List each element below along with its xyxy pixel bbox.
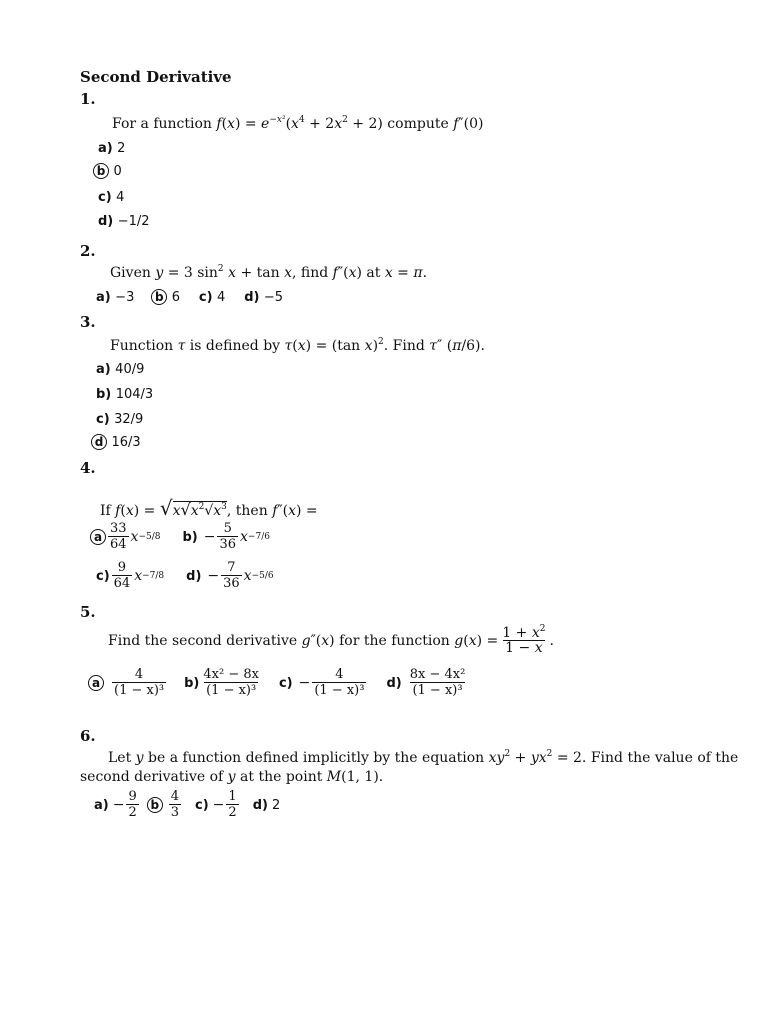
question-5-stem: Find the second derivative g″(x) for the function g(x) = $\frac{1 + x^2}{1 - x}$ .: [108, 624, 554, 656]
question-5-option-b[interactable]: b) $\frac{\text{4x² − 8x}}{\text{(1 − x)³}}$: [184, 667, 259, 698]
question-6-options: [94, 790, 280, 820]
question-6-stem-line-1: Let y be a function defined implicitly by the equation $xy^2 + yx^2 = 2$. Find the value of the: [108, 749, 739, 766]
page-title: Second Derivative: [80, 68, 232, 86]
question-4-options-row-2: [96, 561, 274, 591]
question-1-number: 1.: [80, 90, 96, 108]
question-6-option-d[interactable]: d) 2: [252, 797, 281, 813]
question-1-option-b[interactable]: b 0: [93, 163, 122, 179]
question-5-option-d[interactable]: d) $\frac{\text{8x − 4x²}}{\text{(1 − x)³}}$: [386, 667, 466, 698]
circled-answer-mark: b: [151, 289, 167, 305]
circled-answer-mark: a: [88, 675, 104, 691]
question-5-number: 5.: [80, 603, 96, 621]
question-6-option-b[interactable]: b $\frac{4}{3}$: [147, 790, 183, 820]
circled-answer-mark: d: [91, 434, 107, 450]
circled-answer-mark: b: [147, 797, 163, 813]
question-6-stem-line-2: second derivative of y at the point M(1, 1).: [80, 769, 384, 785]
circled-answer-mark: b: [93, 163, 109, 179]
question-2-option-d[interactable]: d) −5: [244, 290, 284, 305]
question-5-option-c[interactable]: c) − $\frac{4}{\text{(1 − x)³}}$: [278, 667, 365, 698]
question-1-stem: For a function $f(x) = e^{-x^2}(x^4 + 2x^2 + 2)$ compute f″(0): [112, 115, 484, 132]
question-4-option-c[interactable]: c) $\frac{9}{64}$ x −7/8: [96, 560, 165, 591]
question-3-option-b[interactable]: b) 104/3: [96, 387, 154, 402]
question-1-option-a[interactable]: a) 2: [98, 141, 126, 156]
question-4-number: 4.: [80, 459, 96, 477]
question-3-option-d[interactable]: d 16/3: [91, 434, 141, 450]
question-4-options-row-1: [90, 522, 270, 552]
question-3-stem: Function τ is defined by τ(x) = (tan x)$^2$. Find τ″ (π/6).: [110, 337, 485, 354]
question-1-option-d[interactable]: d) −1/2: [98, 214, 150, 229]
question-2-stem: Given y = 3 $\sin^2 x + \tan x$, find f″(x) at x = π.: [110, 264, 428, 281]
question-6-option-c[interactable]: c) − $\frac{1}{2}$: [195, 789, 237, 820]
question-3-option-c[interactable]: c) 32/9: [96, 412, 144, 427]
question-4-option-d[interactable]: d) − $\frac{7}{36}$ x −5/6: [186, 560, 274, 591]
question-3-option-a[interactable]: a) 40/9: [96, 362, 145, 377]
question-4-stem: If $f(x) = √x√x^2√x^3$, then f″(x) =: [100, 496, 318, 520]
question-6-number: 6.: [80, 727, 96, 745]
question-2-option-b[interactable]: b 6: [151, 289, 180, 305]
question-6-option-a[interactable]: a) − $\frac{9}{2}$: [94, 789, 137, 820]
question-2-option-a[interactable]: a) −3: [96, 290, 135, 305]
question-4-option-b[interactable]: b) − $\frac{5}{36}$ x −7/6: [182, 521, 270, 552]
question-5-options: [88, 668, 469, 698]
question-1-option-c[interactable]: c) 4: [98, 190, 125, 205]
question-5-option-a[interactable]: a $\frac{4}{\text{(1 − x)³}}$: [88, 668, 168, 698]
question-2-options: [96, 289, 283, 305]
question-4-option-a[interactable]: a $\frac{33}{64}$ x −5/8: [90, 522, 160, 552]
circled-answer-mark: a: [90, 529, 106, 545]
question-2-number: 2.: [80, 242, 96, 260]
question-2-option-c[interactable]: c) 4: [198, 290, 226, 305]
question-3-number: 3.: [80, 313, 96, 331]
